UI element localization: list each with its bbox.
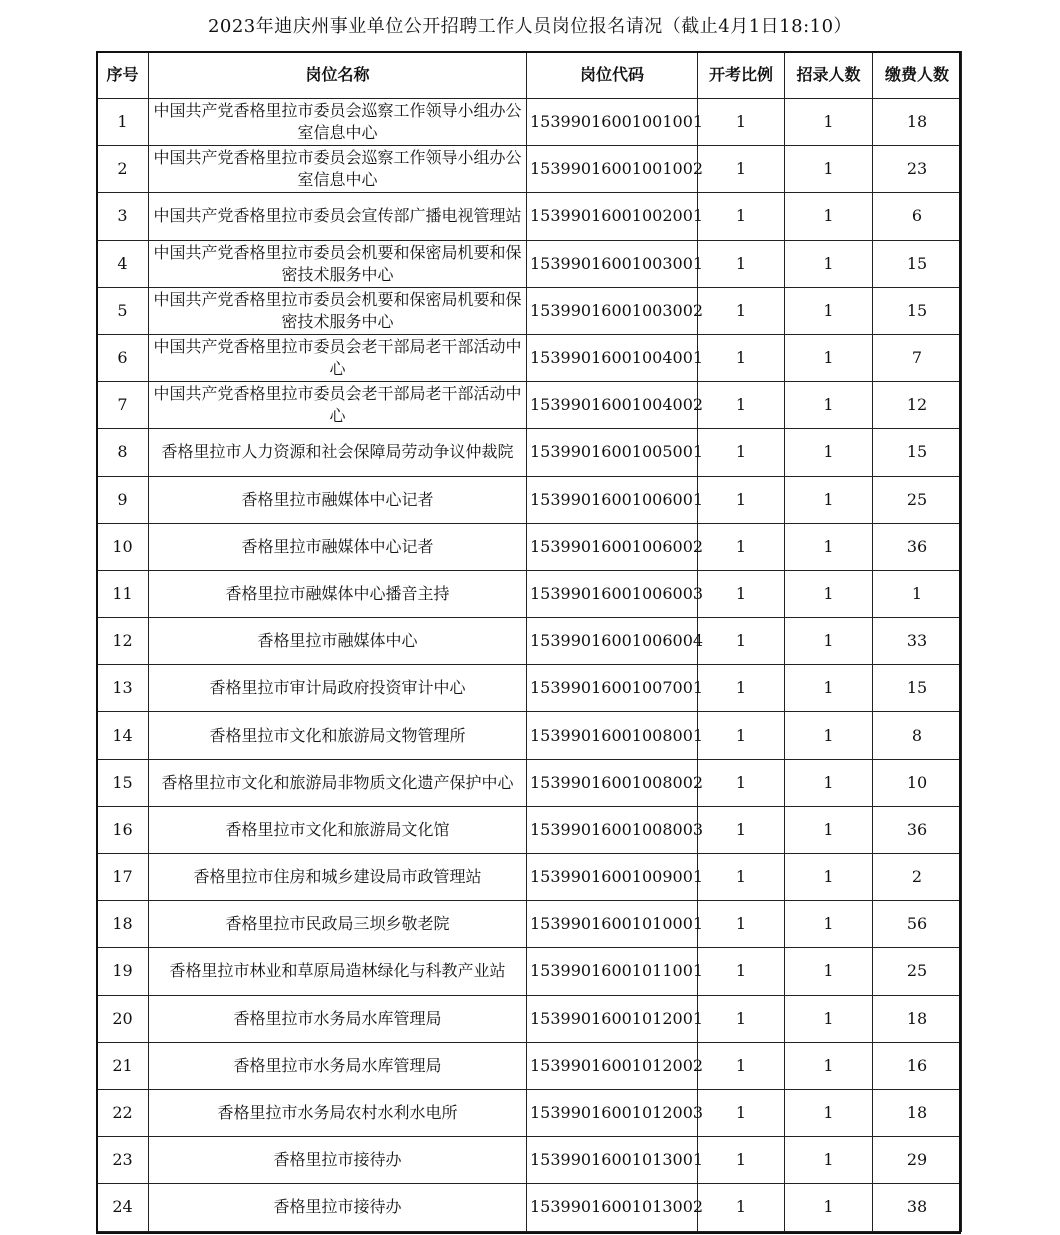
cell-paid-count: 18 (873, 99, 962, 146)
cell-exam-ratio: 1 (698, 901, 785, 948)
cell-position-name: 香格里拉市人力资源和社会保障局劳动争议仲裁院 (149, 429, 527, 476)
cell-position-name: 香格里拉市水务局农村水利水电所 (149, 1089, 527, 1136)
cell-hire-count: 1 (785, 618, 873, 665)
header-index: 序号 (97, 52, 149, 99)
table-row (97, 146, 962, 193)
cell-exam-ratio: 1 (698, 334, 785, 381)
cell-exam-ratio: 1 (698, 1042, 785, 1089)
cell-position-code: 15399016001006003 (527, 570, 698, 617)
cell-index: 18 (97, 901, 149, 948)
cell-paid-count: 18 (873, 1089, 962, 1136)
cell-paid-count: 15 (873, 665, 962, 712)
cell-hire-count: 1 (785, 429, 873, 476)
cell-exam-ratio: 1 (698, 99, 785, 146)
cell-index: 5 (97, 287, 149, 334)
cell-position-name: 香格里拉市林业和草原局造林绿化与科教产业站 (149, 948, 527, 995)
cell-index: 2 (97, 146, 149, 193)
cell-index: 22 (97, 1089, 149, 1136)
cell-index: 13 (97, 665, 149, 712)
cell-position-code: 15399016001008001 (527, 712, 698, 759)
cell-exam-ratio: 1 (698, 948, 785, 995)
table-row (97, 854, 962, 901)
table-row (97, 429, 962, 476)
cell-position-name: 香格里拉市水务局水库管理局 (149, 1042, 527, 1089)
cell-exam-ratio: 1 (698, 382, 785, 429)
cell-position-code: 15399016001006004 (527, 618, 698, 665)
table-row (97, 1184, 962, 1231)
cell-hire-count: 1 (785, 712, 873, 759)
cell-index: 1 (97, 99, 149, 146)
table-row (97, 806, 962, 853)
cell-exam-ratio: 1 (698, 618, 785, 665)
table-row (97, 240, 962, 287)
cell-position-name: 中国共产党香格里拉市委员会老干部局老干部活动中心 (149, 334, 527, 381)
cell-paid-count: 6 (873, 193, 962, 240)
cell-exam-ratio: 1 (698, 476, 785, 523)
cell-position-name: 香格里拉市文化和旅游局文化馆 (149, 806, 527, 853)
cell-index: 16 (97, 806, 149, 853)
cell-paid-count: 36 (873, 806, 962, 853)
table-row (97, 193, 962, 240)
cell-hire-count: 1 (785, 193, 873, 240)
cell-position-name: 香格里拉市水务局水库管理局 (149, 995, 527, 1042)
cell-hire-count: 1 (785, 99, 873, 146)
cell-position-code: 15399016001013001 (527, 1137, 698, 1184)
cell-index: 23 (97, 1137, 149, 1184)
cell-paid-count: 18 (873, 995, 962, 1042)
cell-position-name: 香格里拉市融媒体中心 (149, 618, 527, 665)
cell-position-name: 中国共产党香格里拉市委员会巡察工作领导小组办公室信息中心 (149, 146, 527, 193)
cell-position-code: 15399016001009001 (527, 854, 698, 901)
cell-hire-count: 1 (785, 523, 873, 570)
cell-position-name: 香格里拉市融媒体中心记者 (149, 523, 527, 570)
table-row (97, 1137, 962, 1184)
table-row (97, 901, 962, 948)
cell-paid-count: 2 (873, 854, 962, 901)
cell-hire-count: 1 (785, 287, 873, 334)
cell-hire-count: 1 (785, 806, 873, 853)
cell-paid-count: 16 (873, 1042, 962, 1089)
cell-hire-count: 1 (785, 1042, 873, 1089)
table-body (97, 99, 962, 1232)
cell-paid-count: 8 (873, 712, 962, 759)
cell-position-code: 15399016001012002 (527, 1042, 698, 1089)
cell-exam-ratio: 1 (698, 429, 785, 476)
cell-hire-count: 1 (785, 854, 873, 901)
cell-exam-ratio: 1 (698, 570, 785, 617)
cell-exam-ratio: 1 (698, 759, 785, 806)
cell-exam-ratio: 1 (698, 806, 785, 853)
cell-paid-count: 7 (873, 334, 962, 381)
cell-exam-ratio: 1 (698, 1137, 785, 1184)
cell-position-code: 15399016001008003 (527, 806, 698, 853)
cell-index: 24 (97, 1184, 149, 1231)
table-row (97, 476, 962, 523)
cell-hire-count: 1 (785, 570, 873, 617)
cell-position-name: 中国共产党香格里拉市委员会机要和保密局机要和保密技术服务中心 (149, 287, 527, 334)
cell-hire-count: 1 (785, 995, 873, 1042)
cell-hire-count: 1 (785, 1137, 873, 1184)
cell-index: 20 (97, 995, 149, 1042)
cell-exam-ratio: 1 (698, 1184, 785, 1231)
cell-paid-count: 36 (873, 523, 962, 570)
table-row (97, 948, 962, 995)
cell-position-code: 15399016001006001 (527, 476, 698, 523)
cell-position-name: 香格里拉市民政局三坝乡敬老院 (149, 901, 527, 948)
cell-hire-count: 1 (785, 948, 873, 995)
table-row (97, 665, 962, 712)
cell-paid-count: 1 (873, 570, 962, 617)
table-row (97, 287, 962, 334)
cell-index: 21 (97, 1042, 149, 1089)
table-row (97, 712, 962, 759)
cell-position-code: 15399016001008002 (527, 759, 698, 806)
cell-position-code: 15399016001004001 (527, 334, 698, 381)
cell-exam-ratio: 1 (698, 665, 785, 712)
cell-hire-count: 1 (785, 1184, 873, 1231)
cell-hire-count: 1 (785, 901, 873, 948)
cell-hire-count: 1 (785, 1089, 873, 1136)
cell-hire-count: 1 (785, 146, 873, 193)
table-row (97, 1089, 962, 1136)
cell-position-name: 中国共产党香格里拉市委员会机要和保密局机要和保密技术服务中心 (149, 240, 527, 287)
header-paid-count: 缴费人数 (873, 52, 962, 99)
cell-position-name: 香格里拉市审计局政府投资审计中心 (149, 665, 527, 712)
cell-exam-ratio: 1 (698, 146, 785, 193)
cell-hire-count: 1 (785, 759, 873, 806)
cell-exam-ratio: 1 (698, 523, 785, 570)
cell-index: 15 (97, 759, 149, 806)
cell-index: 12 (97, 618, 149, 665)
cell-paid-count: 56 (873, 901, 962, 948)
cell-position-code: 15399016001010001 (527, 901, 698, 948)
cell-exam-ratio: 1 (698, 995, 785, 1042)
table-row (97, 99, 962, 146)
cell-hire-count: 1 (785, 382, 873, 429)
cell-index: 4 (97, 240, 149, 287)
cell-position-code: 15399016001012001 (527, 995, 698, 1042)
cell-index: 8 (97, 429, 149, 476)
cell-paid-count: 25 (873, 948, 962, 995)
cell-paid-count: 33 (873, 618, 962, 665)
header-position-name: 岗位名称 (149, 52, 527, 99)
table-row (97, 995, 962, 1042)
table-header-row (97, 52, 962, 99)
cell-hire-count: 1 (785, 334, 873, 381)
cell-position-name: 香格里拉市接待办 (149, 1137, 527, 1184)
cell-position-name: 香格里拉市融媒体中心记者 (149, 476, 527, 523)
cell-position-code: 15399016001012003 (527, 1089, 698, 1136)
cell-position-code: 15399016001007001 (527, 665, 698, 712)
cell-position-code: 15399016001013002 (527, 1184, 698, 1231)
cell-paid-count: 29 (873, 1137, 962, 1184)
cell-index: 10 (97, 523, 149, 570)
cell-paid-count: 12 (873, 382, 962, 429)
table-row (97, 759, 962, 806)
cell-index: 7 (97, 382, 149, 429)
cell-index: 17 (97, 854, 149, 901)
cell-exam-ratio: 1 (698, 712, 785, 759)
registration-table (96, 51, 962, 1232)
cell-index: 3 (97, 193, 149, 240)
cell-position-code: 15399016001005001 (527, 429, 698, 476)
table-row (97, 523, 962, 570)
table-row (97, 1042, 962, 1089)
cell-index: 9 (97, 476, 149, 523)
cell-hire-count: 1 (785, 476, 873, 523)
cell-position-code: 15399016001004002 (527, 382, 698, 429)
cell-paid-count: 23 (873, 146, 962, 193)
header-hire-count: 招录人数 (785, 52, 873, 99)
cell-exam-ratio: 1 (698, 240, 785, 287)
cell-position-name: 中国共产党香格里拉市委员会巡察工作领导小组办公室信息中心 (149, 99, 527, 146)
cell-position-code: 15399016001001001 (527, 99, 698, 146)
cell-index: 19 (97, 948, 149, 995)
header-position-code: 岗位代码 (527, 52, 698, 99)
cell-exam-ratio: 1 (698, 1089, 785, 1136)
cell-position-code: 15399016001006002 (527, 523, 698, 570)
cell-hire-count: 1 (785, 240, 873, 287)
cell-exam-ratio: 1 (698, 854, 785, 901)
cell-paid-count: 25 (873, 476, 962, 523)
table-row (97, 570, 962, 617)
table-row (97, 334, 962, 381)
cell-position-code: 15399016001011001 (527, 948, 698, 995)
cell-position-name: 香格里拉市文化和旅游局文物管理所 (149, 712, 527, 759)
cell-index: 11 (97, 570, 149, 617)
cell-position-name: 香格里拉市文化和旅游局非物质文化遗产保护中心 (149, 759, 527, 806)
cell-position-code: 15399016001003001 (527, 240, 698, 287)
cell-paid-count: 10 (873, 759, 962, 806)
cell-position-code: 15399016001001002 (527, 146, 698, 193)
cell-paid-count: 15 (873, 240, 962, 287)
cell-exam-ratio: 1 (698, 193, 785, 240)
cell-index: 14 (97, 712, 149, 759)
cell-exam-ratio: 1 (698, 287, 785, 334)
cell-hire-count: 1 (785, 665, 873, 712)
cell-position-name: 香格里拉市融媒体中心播音主持 (149, 570, 527, 617)
cell-position-code: 15399016001003002 (527, 287, 698, 334)
cell-position-code: 15399016001002001 (527, 193, 698, 240)
cell-position-name: 香格里拉市住房和城乡建设局市政管理站 (149, 854, 527, 901)
page-title: 2023年迪庆州事业单位公开招聘工作人员岗位报名请况（截止4月1日18:10） (207, 16, 853, 37)
cell-paid-count: 38 (873, 1184, 962, 1231)
cell-index: 6 (97, 334, 149, 381)
cell-position-name: 香格里拉市接待办 (149, 1184, 527, 1231)
cell-paid-count: 15 (873, 287, 962, 334)
header-exam-ratio: 开考比例 (698, 52, 785, 99)
table-row (97, 382, 962, 429)
table-row (97, 618, 962, 665)
cell-position-name: 中国共产党香格里拉市委员会老干部局老干部活动中心 (149, 382, 527, 429)
cell-paid-count: 15 (873, 429, 962, 476)
cell-position-name: 中国共产党香格里拉市委员会宣传部广播电视管理站 (149, 193, 527, 240)
